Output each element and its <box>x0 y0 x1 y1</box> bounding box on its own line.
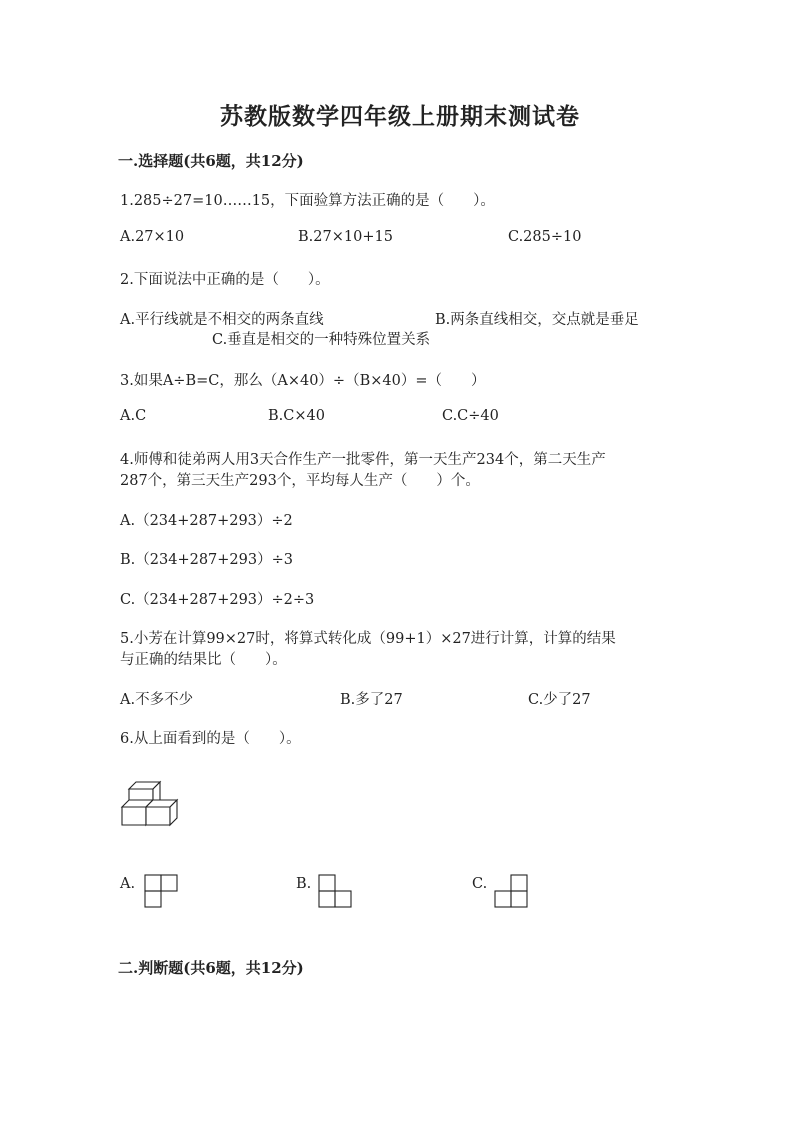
question-4-stem-line1: 4.师傅和徒弟两人用3天合作生产一批零件，第一天生产234个，第二天生产 <box>120 452 606 468</box>
question-5-stem-line1: 5.小芳在计算99×27时，将算式转化成（99+1）×27进行计算，计算的结果 <box>120 631 616 647</box>
question-2-option-c: C.垂直是相交的一种特殊位置关系 <box>212 332 431 348</box>
question-1-option-b: B.27×10+15 <box>298 229 393 245</box>
question-5-option-b: B.多了27 <box>340 692 403 708</box>
question-2-option-b: B.两条直线相交，交点就是垂足 <box>435 312 639 328</box>
question-5-option-a: A.不多不少 <box>120 692 194 708</box>
question-1-option-a: A.27×10 <box>120 229 185 245</box>
question-2-option-a: A.平行线就是不相交的两条直线 <box>120 312 324 328</box>
question-6-option-a: A. <box>120 876 136 892</box>
option-c-top-view-figure <box>494 874 528 908</box>
question-1-option-c: C.285÷10 <box>508 229 582 245</box>
option-b-top-view-figure <box>318 874 352 908</box>
question-5-option-c: C.少了27 <box>528 692 591 708</box>
question-1-stem: 1.285÷27=10……15，下面验算方法正确的是（ ）。 <box>120 193 495 209</box>
option-a-top-view-figure <box>144 874 178 908</box>
question-4-option-c: C.（234+287+293）÷2÷3 <box>120 592 315 608</box>
question-3-option-b: B.C×40 <box>268 408 325 424</box>
question-3-option-c: C.C÷40 <box>442 408 499 424</box>
page-title: 苏教版数学四年级上册期末测试卷 <box>220 103 580 130</box>
question-6-option-b: B. <box>296 876 312 892</box>
question-4-option-a: A.（234+287+293）÷2 <box>120 513 293 529</box>
section-title-choice: 一.选择题(共6题，共12分) <box>118 152 304 170</box>
question-4-stem-line2: 287个，第三天生产293个，平均每人生产（ ）个。 <box>120 473 480 489</box>
question-2-stem: 2.下面说法中正确的是（ ）。 <box>120 272 330 288</box>
question-3-option-a: A.C <box>120 408 147 424</box>
cube-stack-figure <box>120 775 182 830</box>
section-title-judgement: 二.判断题(共6题，共12分) <box>118 959 304 977</box>
question-5-stem-line2: 与正确的结果比（ ）。 <box>120 652 287 668</box>
question-4-option-b: B.（234+287+293）÷3 <box>120 552 293 568</box>
question-6-stem: 6.从上面看到的是（ ）。 <box>120 731 301 747</box>
question-6-option-c: C. <box>472 876 488 892</box>
question-3-stem: 3.如果A÷B=C，那么（A×40）÷（B×40）=（ ） <box>120 373 486 389</box>
